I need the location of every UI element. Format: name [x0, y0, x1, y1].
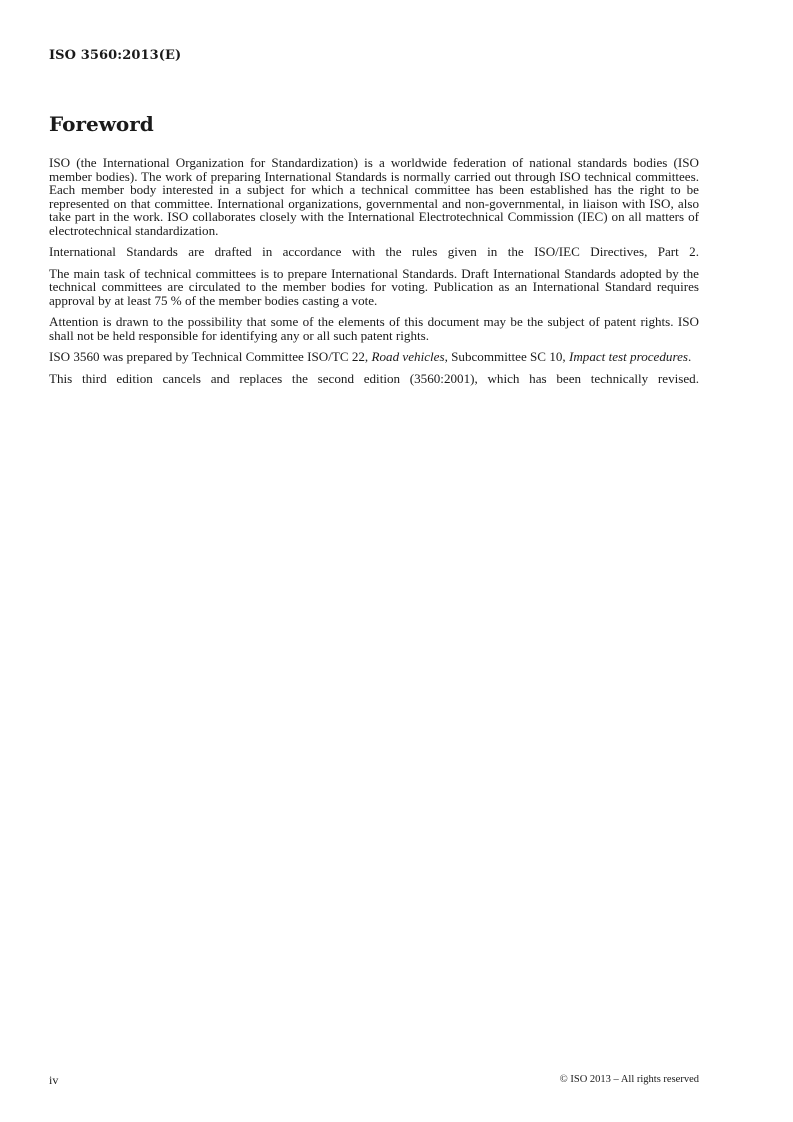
prepared-by-road-vehicles: Road vehicles	[371, 349, 445, 364]
document-id-header: ISO 3560:2013(E)	[49, 48, 182, 63]
prepared-by-impact-test: Impact test procedures	[568, 349, 688, 364]
section-title: Foreword	[49, 112, 154, 136]
paragraph-prepared-by	[49, 350, 699, 364]
page-number: iv	[49, 1073, 59, 1087]
copyright-notice: © ISO 2013 – All rights reserved	[559, 1074, 699, 1085]
paragraph-technical-committees: The main task of technical committees is to prepare International Standards. Draft International Standards adopted by the technical committees are circulated to the member bodies for voting. Publication as an International Standard requires approval by at least 75 % of the member bodies casting a vote.	[49, 265, 699, 308]
paragraph-organization: ISO (the International Organization for Standardization) is a worldwide federation of national standards bodies (ISO member bodies). The work of preparing International Standards is normally carried out through ISO technical committees. Each member body interested in a subject for which a technical committee has been established has the right to be represented on that committee. International organizations, governmental and non-governmental, in liaison with ISO, also take part in the work. ISO collaborates closely with the International Electrotechnical Commission (IEC) on all matters of electrotechnical standardization.	[49, 155, 699, 238]
prepared-by-text-2: , Subcommittee SC 10,	[444, 349, 569, 364]
foreword-body	[49, 156, 699, 393]
prepared-by-text-3: .	[687, 349, 692, 364]
paragraph-patent-rights: Attention is drawn to the possibility that some of the elements of this document may be the subject of patent rights. ISO shall not be held responsible for identifying any or all such patent rights.	[49, 314, 699, 343]
prepared-by-text-1: ISO 3560 was prepared by Technical Committee ISO/TC 22,	[49, 349, 372, 364]
paragraph-directives: International Standards are drafted in accordance with the rules given in the ISO/IEC Directives, Part 2.	[49, 244, 699, 259]
paragraph-edition: This third edition cancels and replaces the second edition (3560:2001), which has been technically revised.	[49, 370, 699, 386]
